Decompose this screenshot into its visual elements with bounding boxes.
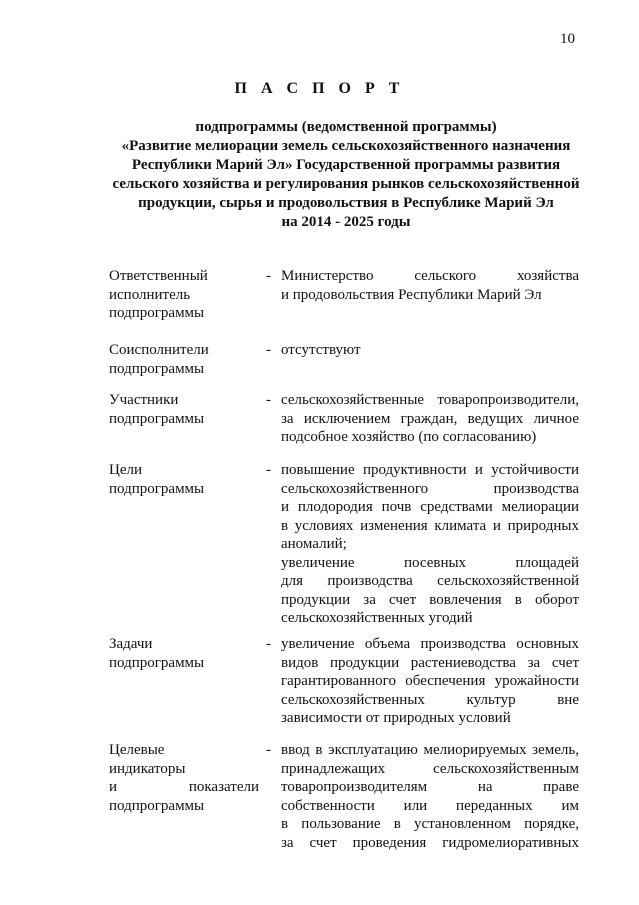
value-line: сельскохозяйственного производства [281, 480, 579, 497]
row-value [281, 741, 579, 852]
label-line: индикаторы [109, 760, 186, 777]
label-line: подпрограммы [109, 797, 205, 814]
row-label [109, 741, 259, 815]
value-line: сельскохозяйственные товаропроизводители, [281, 392, 579, 408]
value-line: сельскохозяйственных угодий [281, 610, 473, 626]
value-line: видов продукции растениеводства за счет [281, 654, 579, 671]
row-dash: - [266, 462, 271, 478]
subtitle-line: сельского хозяйства и регулирования рынков сельскохозяйственной [112, 176, 580, 192]
label-line: подпрограммы [109, 410, 205, 427]
label-line: подпрограммы [109, 654, 205, 671]
value-line: в условиях изменения климата и природных [281, 517, 579, 534]
row-value [281, 391, 579, 447]
label-line: Задачи [109, 636, 153, 652]
subtitle-line: подпрограммы (ведомственной программы) [195, 119, 497, 135]
value-line: подсобное хозяйство (по согласованию) [281, 429, 537, 445]
row-dash: - [266, 742, 271, 758]
label-line: подпрограммы [109, 305, 205, 321]
value-line: за исключением граждан, ведущих личное [281, 410, 579, 427]
row-value [281, 341, 579, 360]
passport-title: П А С П О Р Т [234, 80, 405, 97]
label-line: подпрограммы [109, 360, 205, 377]
value-line: отсутствуют [281, 342, 361, 358]
value-line: продукции за счет вовлечения в оборот [281, 591, 579, 608]
row-dash: - [266, 636, 271, 652]
row-label [109, 391, 259, 428]
label-line: Целевые [109, 742, 165, 758]
label-line: подпрограммы [109, 480, 205, 497]
value-line: товаропроизводителям на праве [281, 779, 579, 795]
value-line: за счет проведения гидромелиоративных [281, 834, 579, 851]
row-label [109, 341, 259, 378]
label-line: Цели [109, 462, 143, 478]
value-line: аномалий; [281, 536, 347, 552]
row-value [281, 461, 579, 628]
value-line: зависимости от природных условий [281, 710, 511, 726]
label-line: и показатели [109, 779, 259, 795]
value-line: и продовольствия Республики Марий Эл [281, 286, 542, 303]
value-line: увеличение посевных площадей [281, 554, 579, 571]
row-value [281, 267, 579, 304]
subtitle-line: на 2014 - 2025 годы [281, 214, 411, 230]
page-number: 10 [560, 31, 575, 47]
subtitle-line: продукции, сырья и продовольствия в Республике Марий Эл [138, 195, 554, 211]
value-line: принадлежащих сельскохозяйственным [281, 760, 579, 777]
value-line: ввод в эксплуатацию мелиорируемых земель, [281, 742, 579, 758]
subtitle-line: «Развитие мелиорации земель сельскохозяйственного назначения [121, 138, 571, 154]
value-line: повышение продуктивности и устойчивости [281, 462, 579, 478]
row-label [109, 461, 259, 498]
label-line: исполнитель [109, 286, 191, 303]
row-value [281, 635, 579, 728]
row-dash: - [266, 268, 271, 284]
row-label [109, 267, 259, 323]
value-line: увеличение объема производства основных [281, 636, 579, 652]
value-line: гарантированного обеспечения урожайности [281, 673, 579, 689]
row-dash: - [266, 392, 271, 408]
label-line: Участники [109, 392, 179, 408]
subtitle [96, 118, 596, 232]
label-line: Ответственный [109, 268, 208, 284]
value-line: сельскохозяйственных культур вне [281, 691, 579, 708]
row-dash: - [266, 342, 271, 358]
row-label [109, 635, 259, 672]
value-line: и плодородия почв средствами мелиорации [281, 499, 579, 515]
value-line: для производства сельскохозяйственной [281, 573, 579, 589]
label-line: Соисполнители [109, 342, 209, 358]
value-line: собственности или переданных им [281, 797, 579, 814]
value-line: Министерство сельского хозяйства [281, 268, 579, 284]
value-line: в пользование в установленном порядке, [281, 816, 579, 832]
subtitle-line: Республики Марий Эл» Государственной программы развития [131, 157, 561, 173]
